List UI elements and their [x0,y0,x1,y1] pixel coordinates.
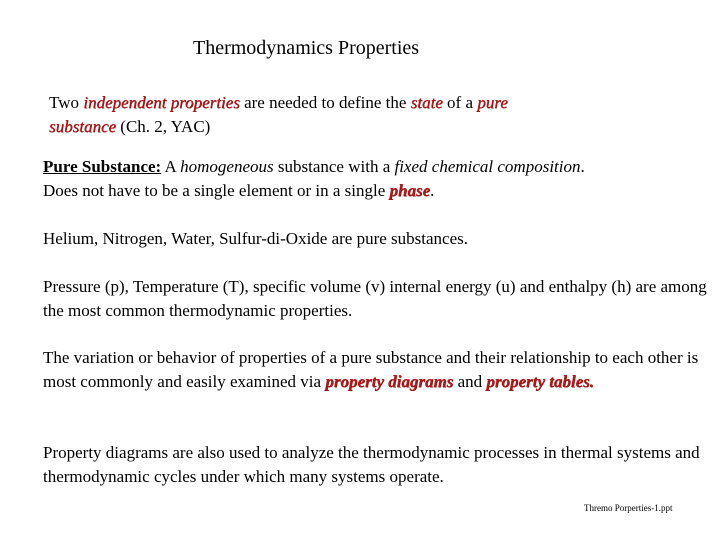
property-diagrams-term: property diagrams [325,372,454,391]
intro-paragraph [49,91,669,139]
property-tables-term: property tables. [486,372,595,391]
variation-text-2: and [453,372,487,391]
definition-text-3: . [580,157,585,176]
intro-text-2: are needed to define the [239,93,411,112]
examples-paragraph: Helium, Nitrogen, Water, Sulfur-di-Oxide are pure substances. [43,229,469,248]
pure-substance-definition [43,155,708,203]
intro-text-1: Two [49,93,84,112]
phase-term: phase [389,181,431,200]
independent-properties-term: independent properties [83,93,240,112]
intro-text-3: of a [442,93,478,112]
intro-text-4: (Ch. 2, YAC) [116,117,211,136]
definition-text-1: A [161,157,181,176]
state-term: state [410,93,443,112]
homogeneous-term: homogeneous [180,157,274,176]
pure-substance-term: Pure Substance: [43,157,162,176]
slide-title: Thermodynamics Properties [193,37,420,59]
footer-filename: Thremo Porperties-1.ppt [584,503,673,513]
diagrams-use-paragraph: Property diagrams are also used to analyze the thermodynamic processes in thermal systems and thermodynamic cycles under which many systems operate. [43,443,700,486]
common-properties-paragraph: Pressure (p), Temperature (T), specific volume (v) internal energy (u) and enthalpy (h) are among the most common thermodynamic properties. [43,277,707,320]
fixed-composition-term: fixed chemical composition [394,157,581,176]
variation-text-1: The variation or behavior of properties of a pure substance and their relationship to each other is most commonly and easily examined via [43,348,699,391]
substance-term: substance [49,117,117,136]
pure-term: pure [477,93,508,112]
variation-paragraph [43,346,708,394]
definition-text-5: . [430,181,435,200]
definition-text-4: Does not have to be a single element or in a single [43,181,390,200]
definition-text-2: substance with a [273,157,395,176]
